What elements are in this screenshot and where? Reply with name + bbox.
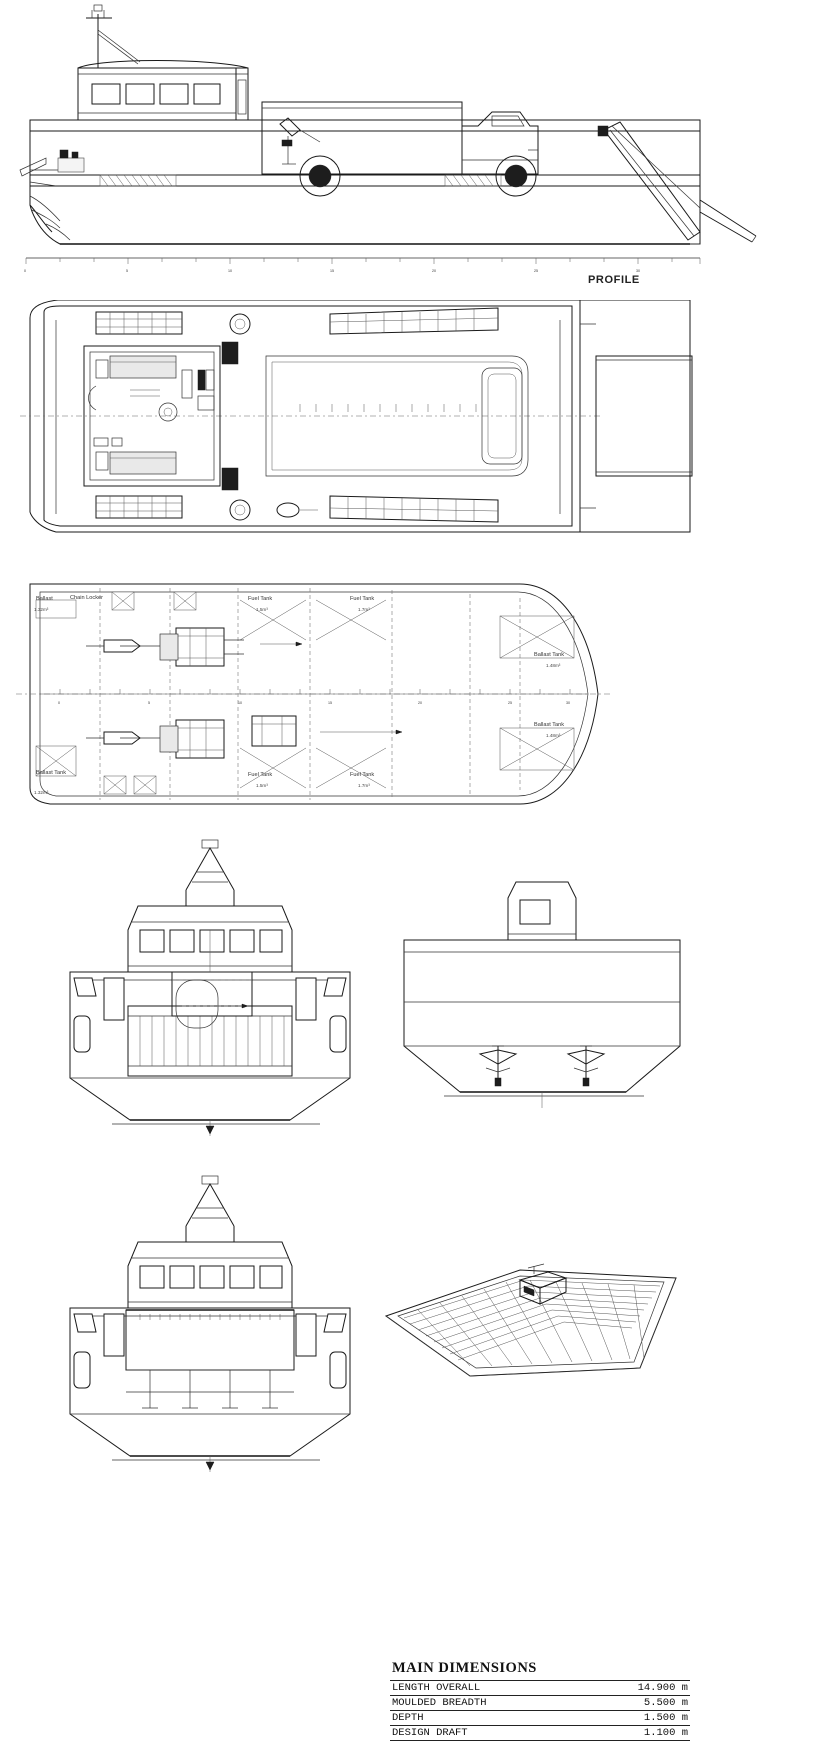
profile-view: [0, 0, 830, 300]
truck-profile: [262, 102, 538, 196]
aft-view-stanchions: [126, 1370, 294, 1408]
tank-label-ballast-port: Ballast Tank: [534, 652, 565, 658]
main-dimensions-title: MAIN DIMENSIONS: [392, 1660, 537, 1676]
dimension-value: 1.500 m: [583, 1711, 690, 1726]
dimension-value: 1.100 m: [583, 1726, 690, 1741]
tank-tick-3: 15: [328, 701, 332, 705]
scale-tick-3: 15: [330, 269, 334, 273]
tank-tick-1: 5: [148, 701, 150, 705]
tank-label-fuel-aft-port: Fuel Tank: [350, 596, 375, 602]
scale-tick-4: 20: [432, 269, 436, 273]
table-row: [390, 1681, 690, 1696]
hull-profile: [30, 120, 700, 244]
tank-label-ballast-fwd: Ballast: [36, 596, 53, 602]
deck-plating-panels: [96, 308, 498, 522]
dimension-value: 5.500 m: [583, 1696, 690, 1711]
scale-tick-5: 25: [534, 269, 538, 273]
tank-value-ballast-aft: 1.32m³: [34, 790, 49, 795]
tank-label-ballast-stbd: Ballast Tank: [534, 722, 565, 728]
tank-value-ballast-port: 1.48m³: [546, 663, 561, 668]
tank-value-ballast-fwd: 1.32m³: [34, 607, 49, 612]
aft-view: [70, 1176, 350, 1472]
bow-ramp-profile: [598, 120, 756, 244]
main-deck-plan: [0, 300, 830, 550]
main-dimensions-block: [390, 1660, 690, 1741]
deckhouse-profile: [20, 5, 248, 176]
tank-value-ballast-stbd: 1.48m³: [546, 733, 561, 738]
tank-value-fuel-aft-stbd: 1.7m³: [358, 783, 370, 788]
section-view: [404, 882, 680, 1108]
tank-tick-4: 20: [418, 701, 422, 705]
tank-plan-view: [0, 570, 830, 810]
deck-outline: [20, 300, 600, 532]
dimension-label: LENGTH OVERALL: [390, 1681, 583, 1696]
tank-tick-5: 25: [508, 701, 512, 705]
tank-plan-scale: [40, 689, 588, 705]
tank-value-fuel-fwd-port: 1.5m³: [256, 607, 268, 612]
scale-tick-1: 5: [126, 269, 128, 273]
propeller-starboard: [568, 1046, 604, 1086]
tank-tick-0: 0: [58, 701, 60, 705]
tank-value-fuel-fwd-stbd: 1.5m³: [256, 783, 268, 788]
mooring-fittings: [230, 314, 318, 520]
tank-label-fuel-fwd-stbd: Fuel Tank: [248, 772, 273, 778]
scale-tick-0: 0: [24, 269, 26, 273]
dimension-label: DESIGN DRAFT: [390, 1726, 583, 1741]
dimension-value: 14.900 m: [583, 1681, 690, 1696]
profile-scale-bar: [24, 258, 700, 273]
front-view: [70, 840, 350, 1136]
dimension-label: DEPTH: [390, 1711, 583, 1726]
dimension-label: MOULDED BREADTH: [390, 1696, 583, 1711]
main-dimensions-table: [390, 1680, 690, 1741]
tank-symbols: [36, 592, 574, 794]
tank-tick-2: 10: [238, 701, 242, 705]
tank-label-fuel-fwd-port: Fuel Tank: [248, 596, 273, 602]
scale-tick-2: 10: [228, 269, 232, 273]
front-and-section-views: [0, 820, 830, 1150]
table-row: [390, 1696, 690, 1711]
tank-label-chain-locker: Chain Locker: [70, 595, 103, 601]
table-row: [390, 1711, 690, 1726]
scale-tick-6: 30: [636, 269, 640, 273]
aft-and-iso-views: [0, 1160, 830, 1490]
profile-view-label: PROFILE: [588, 274, 640, 286]
tank-label-ballast-aft: Ballast Tank: [36, 770, 67, 776]
propeller-port: [480, 1046, 516, 1086]
iso-view: [386, 1264, 676, 1376]
tank-tick-6: 30: [566, 701, 570, 705]
table-row: [390, 1726, 690, 1741]
tank-value-fuel-aft-port: 1.7m³: [358, 607, 370, 612]
engine-starboard: [86, 716, 402, 758]
engine-port: [86, 628, 302, 666]
tank-label-fuel-aft-stbd: Fuel Tank: [350, 772, 375, 778]
